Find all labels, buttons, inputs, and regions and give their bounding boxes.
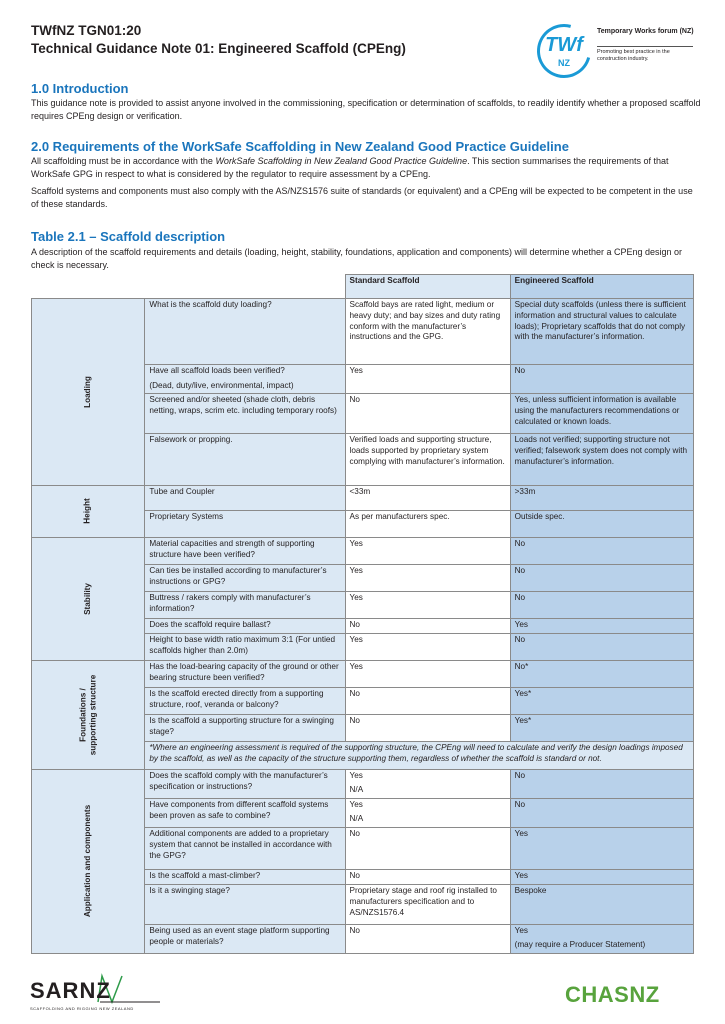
engineered-cell: No xyxy=(510,592,693,619)
group-height: Height xyxy=(32,486,145,538)
question-cell: Buttress / rakers comply with manufacturer’s information? xyxy=(145,592,345,619)
question-cell: Screened and/or sheeted (shade cloth, debris netting, wraps, scrim etc. including temporary roofs) xyxy=(145,394,345,434)
engineered-cell: Loads not verified; supporting structure not verified; falsework system does not comply with manufacturer’s information. xyxy=(510,434,693,486)
engineered-cell: Yes (may require a Producer Statement) xyxy=(510,925,693,954)
section-2-paragraph-1: All scaffolding must be in accordance with the WorkSafe Scaffolding in New Zealand Good Practice Guideline. This section summarises the requirements of that WorkSafe GPG in respect to what is considered by the regulator to require assessment by a CPEng. xyxy=(31,156,669,179)
section-2-paragraph-2: Scaffold systems and components must also comply with the AS/NZS1576 suite of standards (or equivalent) and a CPEng will be expected to be competent in the use of these standards. xyxy=(31,186,693,209)
engineered-cell: No xyxy=(510,565,693,592)
standard-cell: No xyxy=(345,715,510,742)
standard-cell: Scaffold bays are rated light, medium or heavy duty; and bay sizes and duty rating conform with the manufacturer’s instructions and the GPG. xyxy=(345,299,510,365)
col-header-standard: Standard Scaffold xyxy=(345,275,510,299)
twf-mark-sub: NZ xyxy=(558,58,570,68)
engineered-cell: Yes xyxy=(510,828,693,870)
question-cell: Have all scaffold loads been verified? (Dead, duty/live, environmental, impact) xyxy=(145,365,345,394)
group-loading: Loading xyxy=(32,299,145,486)
group-stability: Stability xyxy=(32,538,145,661)
section-1-heading: 1.0 Introduction xyxy=(31,81,129,96)
engineered-cell: Yes xyxy=(510,619,693,634)
question-cell: Additional components are added to a proprietary system that cannot be installed in accordance with the GPG? xyxy=(145,828,345,870)
scaffold-description-table xyxy=(31,274,694,954)
engineered-cell: No xyxy=(510,799,693,828)
standard-cell: No xyxy=(345,394,510,434)
table-row xyxy=(32,661,694,688)
engineered-cell: No* xyxy=(510,661,693,688)
sarnz-logo xyxy=(30,972,162,1016)
twf-divider xyxy=(597,46,693,47)
document-title: Technical Guidance Note 01: Engineered Scaffold (CPEng) xyxy=(31,41,406,56)
group-foundations: Foundations / supporting structure xyxy=(32,661,145,770)
question-cell: Is the scaffold erected directly from a supporting structure, roof, veranda or balcony? xyxy=(145,688,345,715)
engineered-cell: Special duty scaffolds (unless there is sufficient information and structural values to calculate loads); Proprietary scaffolds that do not comply with the manufacturer’s information. xyxy=(510,299,693,365)
standard-cell: Yes N/A xyxy=(345,799,510,828)
standard-cell: No xyxy=(345,688,510,715)
question-cell: Falsework or propping. xyxy=(145,434,345,486)
table-heading: Table 2.1 – Scaffold description xyxy=(31,229,226,244)
standard-cell: As per manufacturers spec. xyxy=(345,511,510,538)
question-cell: Have components from different scaffold systems been proven as safe to combine? xyxy=(145,799,345,828)
engineered-cell: Yes* xyxy=(510,688,693,715)
table-row xyxy=(32,538,694,565)
question-cell: Height to base width ratio maximum 3:1 (For untied scaffolds higher than 2.0m) xyxy=(145,634,345,661)
standard-cell: <33m xyxy=(345,486,510,511)
twf-name: Temporary Works forum (NZ) xyxy=(597,28,694,35)
question-cell: Is the scaffold a mast-climber? xyxy=(145,870,345,885)
document-code: TWfNZ TGN01:20 xyxy=(31,23,142,38)
standard-cell: Verified loads and supporting structure, loads supported by proprietary system complying with manufacturer’s information. xyxy=(345,434,510,486)
group-application: Application and components xyxy=(32,770,145,954)
engineered-cell: Yes, unless sufficient information is available using the manufacturers recommendations or calculated or known loads. xyxy=(510,394,693,434)
question-cell: Does the scaffold require ballast? xyxy=(145,619,345,634)
standard-cell: No xyxy=(345,870,510,885)
engineered-cell: No xyxy=(510,770,693,799)
foundation-note: *Where an engineering assessment is required of the supporting structure, the CPEng will need to calculate and verify the design loadings imposed by the scaffold, as well as the capacity of the structure supporting them, regardless of whether the scaffold is standard or not. xyxy=(145,742,694,770)
engineered-cell: No xyxy=(510,365,693,394)
twf-logo xyxy=(535,22,695,80)
question-cell: What is the scaffold duty loading? xyxy=(145,299,345,365)
page-header xyxy=(31,22,695,80)
question-cell: Proprietary Systems xyxy=(145,511,345,538)
standard-cell: No xyxy=(345,828,510,870)
table-row xyxy=(32,486,694,511)
standard-cell: Yes N/A xyxy=(345,770,510,799)
twf-tagline: Promoting best practice in the construction industry. xyxy=(597,49,670,62)
standard-cell: Yes xyxy=(345,365,510,394)
engineered-cell: No xyxy=(510,538,693,565)
standard-cell: Yes xyxy=(345,592,510,619)
question-cell: Does the scaffold comply with the manufacturer’s specification or instructions? xyxy=(145,770,345,799)
question-cell: Being used as an event stage platform supporting people or materials? xyxy=(145,925,345,954)
question-cell: Tube and Coupler xyxy=(145,486,345,511)
table-intro: A description of the scaffold requirements and details (loading, height, stability, foundations, application and components) will determine whether a CPEng design or check is necessary. xyxy=(31,247,683,270)
question-cell: Has the load-bearing capacity of the ground or other bearing structure been verified? xyxy=(145,661,345,688)
sarnz-logo-text: SARNZ xyxy=(30,978,111,1003)
section-2-heading: 2.0 Requirements of the WorkSafe Scaffolding in New Zealand Good Practice Guideline xyxy=(31,139,569,154)
engineered-cell: No xyxy=(510,634,693,661)
engineered-cell: >33m xyxy=(510,486,693,511)
standard-cell: No xyxy=(345,619,510,634)
table-row xyxy=(32,770,694,799)
standard-cell: Yes xyxy=(345,538,510,565)
question-cell: Material capacities and strength of supporting structure have been verified? xyxy=(145,538,345,565)
standard-cell: Yes xyxy=(345,634,510,661)
standard-cell: Yes xyxy=(345,565,510,592)
engineered-cell: Yes xyxy=(510,870,693,885)
section-1-body: This guidance note is provided to assist anyone involved in the commissioning, specification or determination of scaffolds, to readily identify whether a proposed scaffold requires CPEng design or verification. xyxy=(31,98,701,121)
engineered-cell: Bespoke xyxy=(510,885,693,925)
question-cell: Is it a swinging stage? xyxy=(145,885,345,925)
sarnz-logo-sub: SCAFFOLDING AND RIGGING NEW ZEALAND xyxy=(30,1006,134,1011)
engineered-cell: Outside spec. xyxy=(510,511,693,538)
engineered-cell: Yes* xyxy=(510,715,693,742)
col-header-engineered: Engineered Scaffold xyxy=(510,275,693,299)
question-cell: Is the scaffold a supporting structure for a swinging stage? xyxy=(145,715,345,742)
standard-cell: No xyxy=(345,925,510,954)
twf-mark: TWf xyxy=(545,34,583,56)
question-cell: Can ties be installed according to manufacturer’s instructions or GPG? xyxy=(145,565,345,592)
standard-cell: Yes xyxy=(345,661,510,688)
chasnz-logo: CHASNZ xyxy=(565,982,660,1007)
standard-cell: Proprietary stage and roof rig installed to manufacturers specification and to AS/NZS1576.4 xyxy=(345,885,510,925)
table-row xyxy=(32,299,694,365)
